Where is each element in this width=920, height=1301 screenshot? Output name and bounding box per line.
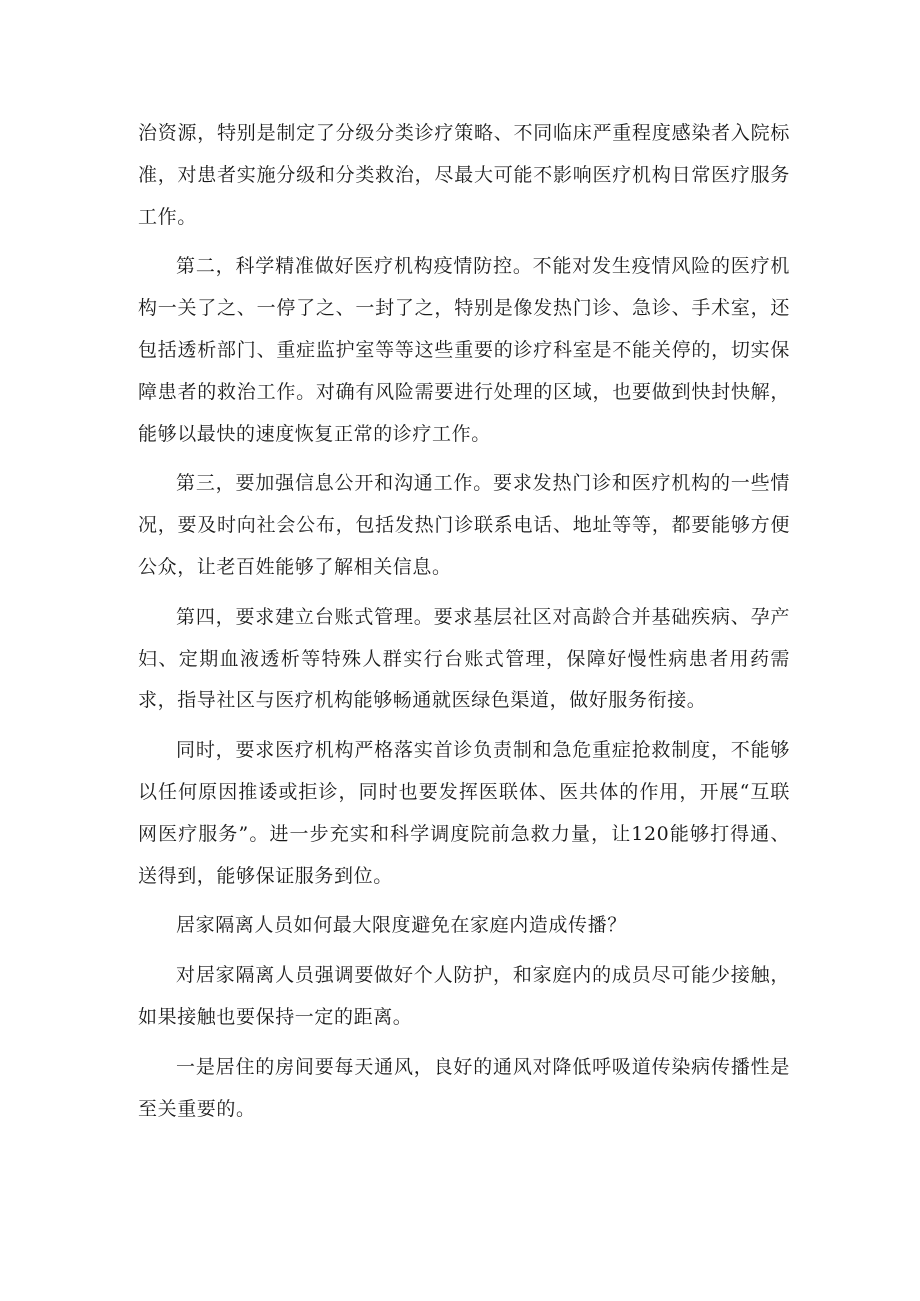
paragraph-3: 第三，要加强信息公开和沟通工作。要求发热门诊和医疗机构的一些情况，要及时向社会公布，包括发热门诊联系电话、地址等等，都要能够方便公众，让老百姓能够了解相关信息。 xyxy=(138,472,790,578)
section-question: 居家隔离人员如何最大限度避免在家庭内造成传播？ xyxy=(176,914,627,937)
paragraph-7: 对居家隔离人员强调要做好个人防护，和家庭内的成员尽可能少接触，如果接触也要保持一定的距离。 xyxy=(138,964,790,1028)
paragraph-5: 同时，要求医疗机构严格落实首诊负责制和急危重症抢救制度，不能够以任何原因推诿或拒诊，同时也要发挥医联体、医共体的作用，开展“互联网医疗服务”。进一步充实和科学调度院前急救力量，让120能够打得通、送得到，能够保证服务到位。 xyxy=(138,739,790,887)
paragraph-4: 第四，要求建立台账式管理。要求基层社区对高龄合并基础疾病、孕产妇、定期血液透析等特殊人群实行台账式管理，保障好慢性病患者用药需求，指导社区与医疗机构能够畅通就医绿色渠道，做好服务衔接。 xyxy=(138,605,790,712)
document-body xyxy=(138,113,790,1138)
paragraph-1: 治资源，特别是制定了分级分类诊疗策略、不同临床严重程度感染者入院标准，对患者实施分级和分类救治，尽最大可能不影响医疗机构日常医疗服务工作。 xyxy=(138,122,790,228)
paragraph-8: 一是居住的房间要每天通风，良好的通风对降低呼吸道传染病传播性是至关重要的。 xyxy=(138,1055,790,1120)
paragraph-2: 第二，科学精准做好医疗机构疫情防控。不能对发生疫情风险的医疗机构一关了之、一停了之、一封了之，特别是像发热门诊、急诊、手术室，还包括透析部门、重症监护室等等这些重要的诊疗科室是不能关停的，切实保障患者的救治工作。对确有风险需要进行处理的区域，也要做到快封快解，能够以最快的速度恢复正常的诊疗工作。 xyxy=(138,255,790,445)
